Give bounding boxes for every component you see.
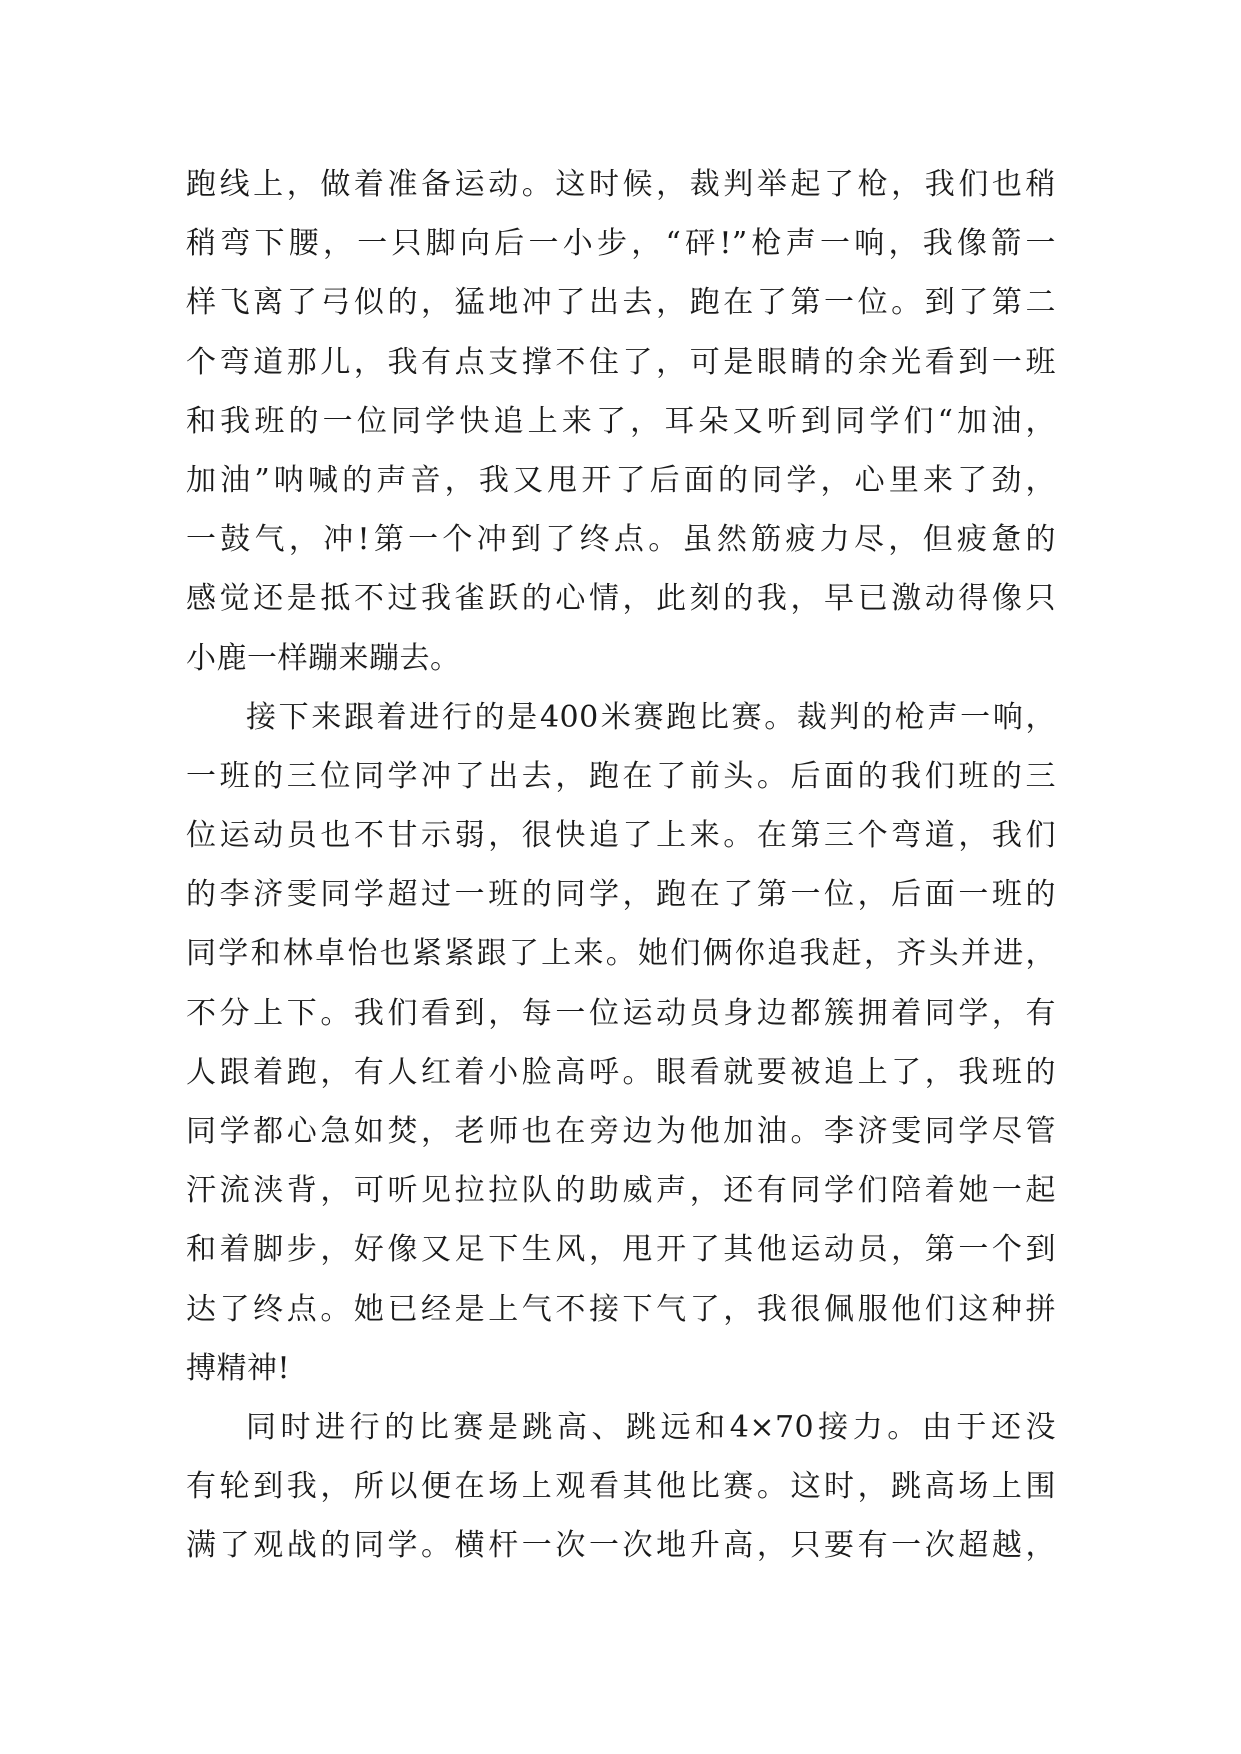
text-line: 跑线上，做着准备运动。这时候，裁判举起了枪，我们也稍	[186, 167, 1056, 202]
text-line: 位运动员也不甘示弱，很快追了上来。在第三个弯道，我们	[186, 818, 1056, 854]
text-line: 不分上下。我们看到，每一位运动员身边都簇拥着同学，有	[186, 995, 1056, 1031]
text-line: 和着脚步，好像又足下生风，甩开了其他运动员，第一个到	[186, 1232, 1056, 1268]
text-line: 稍弯下腰，一只脚向后一小步，“砰!”枪声一响，我像箭一	[186, 226, 1056, 262]
text-line: 的李济雯同学超过一班的同学，跑在了第一位，后面一班的	[186, 877, 1056, 913]
text-line: 小鹿一样蹦来蹦去。	[186, 640, 461, 676]
text-line: 搏精神!	[186, 1350, 291, 1386]
text-line: 人跟着跑，有人红着小脸高呼。眼看就要被追上了，我班的	[186, 1054, 1056, 1090]
paragraph-first-line: 同时进行的比赛是跳高、跳远和4×70接力。由于还没	[246, 1409, 1056, 1445]
text-line: 和我班的一位同学快追上来了，耳朵又听到同学们“加油，	[186, 403, 1056, 439]
text-line: 个弯道那儿，我有点支撑不住了，可是眼睛的余光看到一班	[186, 344, 1056, 380]
text-line: 有轮到我，所以便在场上观看其他比赛。这时，跳高场上围	[186, 1469, 1056, 1505]
text-line: 一班的三位同学冲了出去，跑在了前头。后面的我们班的三	[186, 758, 1056, 794]
text-line: 同学都心急如焚，老师也在旁边为他加油。李济雯同学尽管	[186, 1114, 1056, 1149]
text-line: 样飞离了弓似的，猛地冲了出去，跑在了第一位。到了第二	[186, 285, 1056, 321]
text-line: 加油”呐喊的声音，我又甩开了后面的同学，心里来了劲，	[186, 462, 1056, 498]
text-line: 满了观战的同学。横杆一次一次地升高，只要有一次超越，	[186, 1528, 1056, 1564]
paragraph-first-line: 接下来跟着进行的是400米赛跑比赛。裁判的枪声一响，	[246, 699, 1056, 735]
text-line: 一鼓气，冲!第一个冲到了终点。虽然筋疲力尽，但疲惫的	[186, 522, 1056, 558]
text-line: 同学和林卓怡也紧紧跟了上来。她们俩你追我赶，齐头并进，	[186, 936, 1056, 972]
text-line: 感觉还是抵不过我雀跃的心情，此刻的我，早已激动得像只	[186, 581, 1056, 617]
text-line: 汗流浃背，可听见拉拉队的助威声，还有同学们陪着她一起	[186, 1173, 1056, 1209]
text-line: 达了终点。她已经是上气不接下气了，我很佩服他们这种拼	[186, 1291, 1056, 1327]
document-body	[186, 155, 1056, 1576]
